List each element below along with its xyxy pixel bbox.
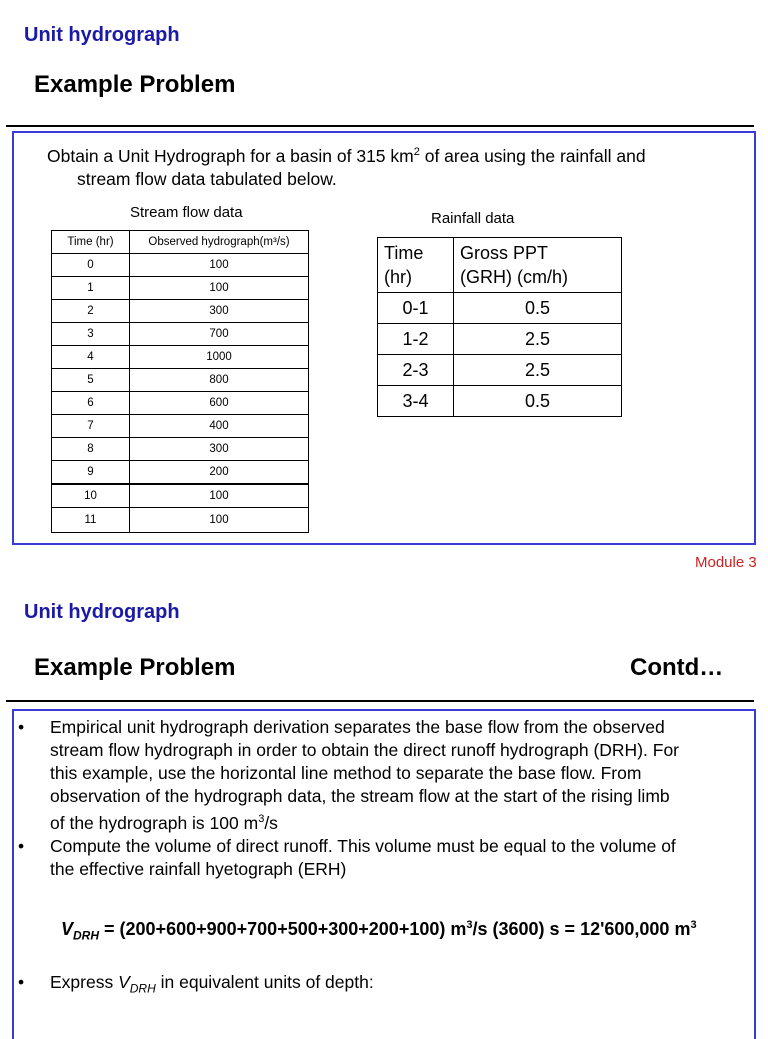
time-cell: 0-1 [378, 293, 454, 324]
rainfall-header-time: Time (hr) [378, 238, 454, 293]
table-row [52, 369, 309, 392]
table-row [52, 415, 309, 438]
vdrh-formula: $V_{DRH} = (200+600+900+700+500+300+200+100)$ $m^3/s$ (3600) s = 12'600,000 $m^3$ [61, 919, 697, 943]
table-row [52, 484, 309, 508]
time-cell: 0 [52, 254, 130, 277]
table-row [52, 508, 309, 533]
time-cell: 7 [52, 415, 130, 438]
flow-cell: 600 [130, 392, 309, 415]
flow-cell: 100 [130, 484, 309, 508]
rainfall-caption: Rainfall data [431, 210, 515, 227]
contd-label: Contd… [630, 654, 724, 681]
flow-cell: 300 [130, 300, 309, 323]
table-row [52, 346, 309, 369]
time-cell: 9 [52, 461, 130, 485]
title-divider [6, 125, 754, 127]
table-row [378, 324, 622, 355]
ppt-cell: 0.5 [454, 293, 622, 324]
table-row [378, 293, 622, 324]
time-cell: 4 [52, 346, 130, 369]
content-box [12, 131, 756, 545]
table-row [52, 254, 309, 277]
table-row [378, 355, 622, 386]
intro-line-1: Obtain a Unit Hydrograph for a basin of 315 $km^2$ of area using the rainfall and [47, 145, 646, 166]
streamflow-header-flow: Observed hydrograph(m³/s) [130, 231, 309, 254]
rainfall-header-ppt: Gross PPT (GRH) (cm/h) [454, 238, 622, 293]
streamflow-header-time: Time (hr) [52, 231, 130, 254]
streamflow-table [51, 230, 309, 533]
section-title-2: Unit hydrograph [24, 601, 180, 623]
intro-text [47, 141, 747, 191]
time-cell: 2 [52, 300, 130, 323]
content-box-2 [12, 709, 756, 1039]
time-cell: 3-4 [378, 386, 454, 417]
page-title: Example Problem [34, 71, 236, 98]
rainfall-table [377, 237, 622, 417]
flow-cell: 300 [130, 438, 309, 461]
module-label: Module 3 [695, 554, 757, 571]
table-row [52, 461, 309, 485]
bullet-2-text: Compute the volume of direct runoff. This volume must be equal to the volume of the effective rainfall hyetograph (ERH) [50, 836, 676, 879]
time-cell: 1 [52, 277, 130, 300]
time-cell: 3 [52, 323, 130, 346]
title-divider-2 [6, 700, 754, 702]
table-row [52, 438, 309, 461]
bullet-3-text: Express $V_{DRH}$ in equivalent units of depth: [50, 972, 374, 996]
ppt-cell: 2.5 [454, 324, 622, 355]
page-title-2: Example Problem [34, 654, 236, 681]
time-cell: 2-3 [378, 355, 454, 386]
bullet-marker: • [18, 836, 25, 856]
table-row [52, 277, 309, 300]
time-cell: 1-2 [378, 324, 454, 355]
flow-cell: 200 [130, 461, 309, 485]
flow-cell: 700 [130, 323, 309, 346]
table-row [52, 300, 309, 323]
time-cell: 5 [52, 369, 130, 392]
streamflow-caption: Stream flow data [130, 204, 243, 221]
time-cell: 10 [52, 484, 130, 508]
bullet-list [14, 711, 754, 1031]
ppt-cell: 0.5 [454, 386, 622, 417]
bullet-marker: • [18, 972, 25, 992]
ppt-cell: 2.5 [454, 355, 622, 386]
time-cell: 8 [52, 438, 130, 461]
flow-cell: 100 [130, 254, 309, 277]
intro-line-2: stream flow data tabulated below. [77, 168, 337, 189]
table-row [52, 392, 309, 415]
flow-cell: 1000 [130, 346, 309, 369]
flow-cell: 100 [130, 277, 309, 300]
flow-cell: 100 [130, 508, 309, 533]
section-title: Unit hydrograph [24, 24, 180, 46]
flow-cell: 800 [130, 369, 309, 392]
flow-cell: 400 [130, 415, 309, 438]
table-row [378, 386, 622, 417]
time-cell: 11 [52, 508, 130, 533]
table-row [52, 323, 309, 346]
time-cell: 6 [52, 392, 130, 415]
bullet-1-text: Empirical unit hydrograph derivation separates the base flow from the observed stream flow hydrograph in order to obtain the direct runoff hydrograph (DRH). For this example, use the horizontal line method to separate the base flow. From observation of the hydrograph data, the stream flow at the start of the rising limb of the hydrograph is 100 $m^3/s$ [50, 717, 680, 833]
bullet-marker: • [18, 717, 25, 737]
